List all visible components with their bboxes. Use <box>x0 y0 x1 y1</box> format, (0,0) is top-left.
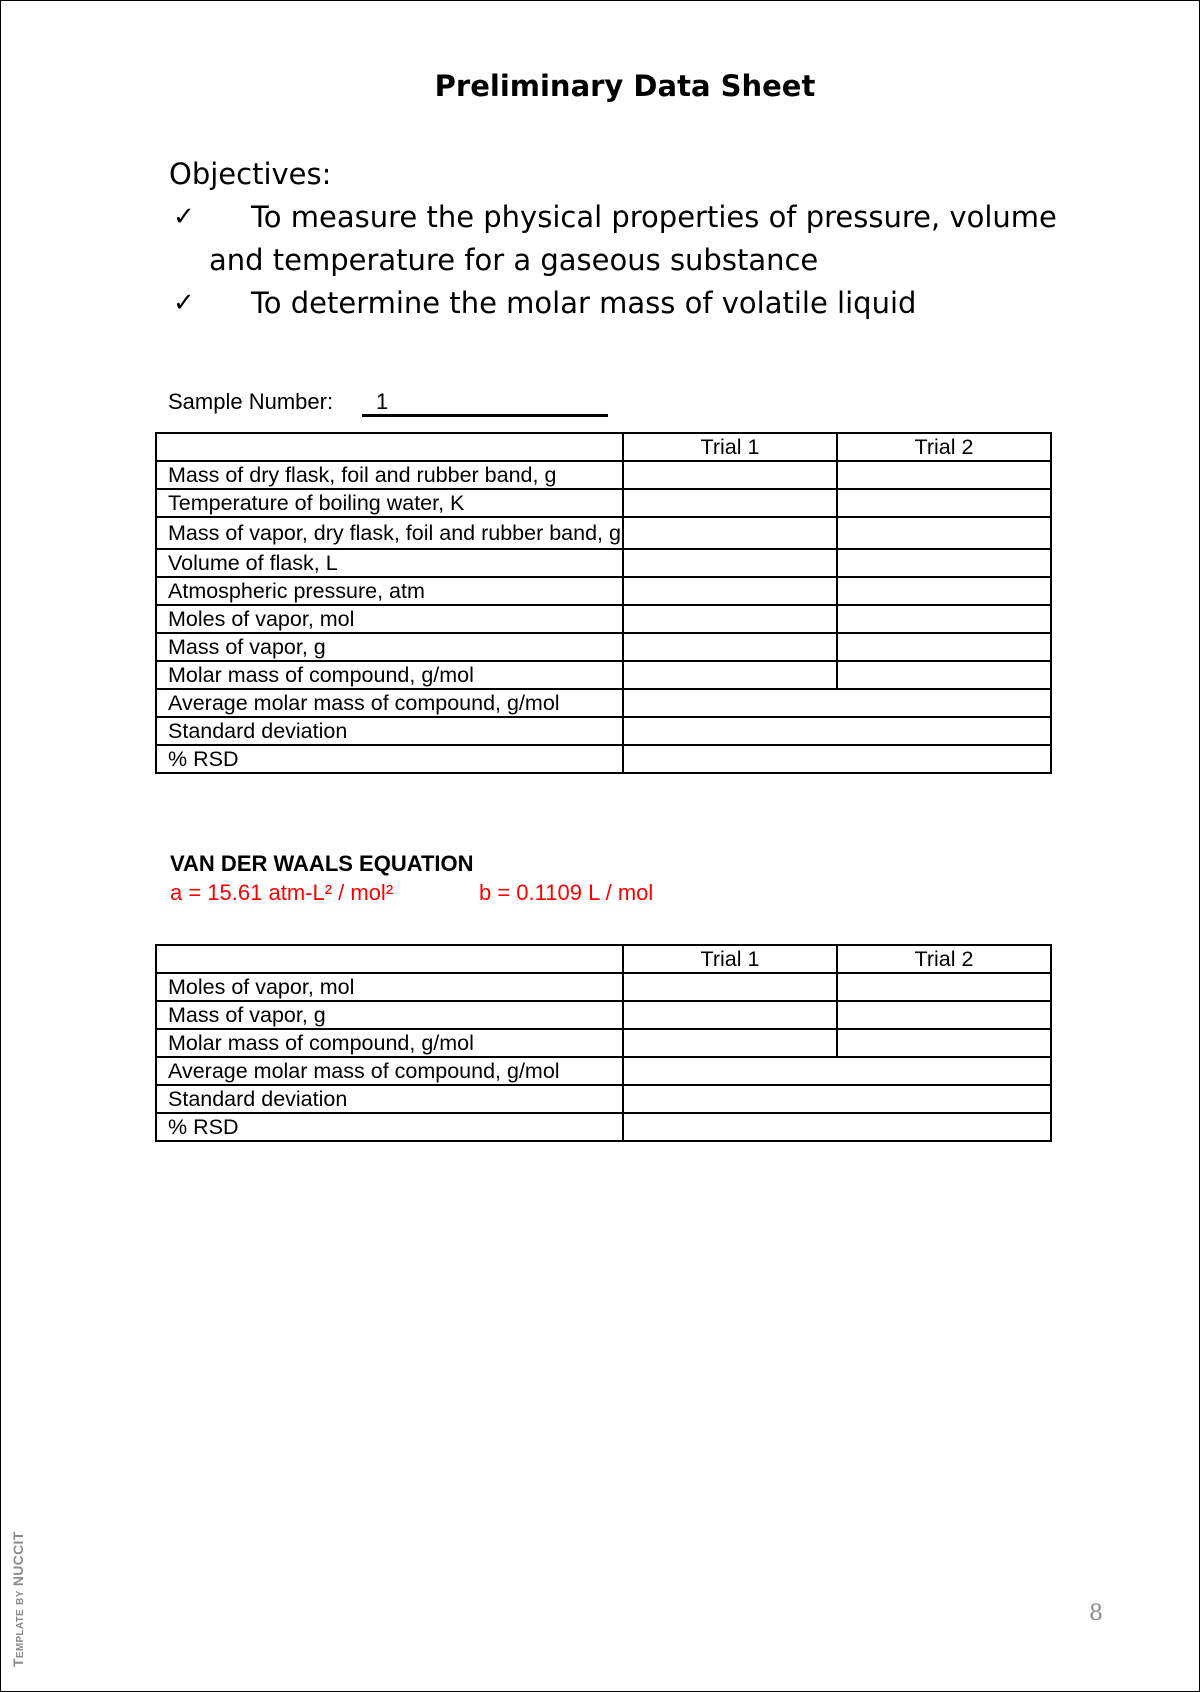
trial-1-cell[interactable] <box>623 517 837 549</box>
row-label: Standard deviation <box>156 717 623 745</box>
table-row <box>156 517 1051 549</box>
objective-item <box>169 282 1099 325</box>
table-row <box>156 461 1051 489</box>
table-row <box>156 1085 1051 1113</box>
row-label: Molar mass of compound, g/mol <box>156 1029 623 1057</box>
row-label: Atmospheric pressure, atm <box>156 577 623 605</box>
table-row <box>156 661 1051 689</box>
header-trial-1: Trial 1 <box>623 433 837 461</box>
row-label: Mass of dry flask, foil and rubber band, g <box>156 461 623 489</box>
table-row <box>156 1057 1051 1085</box>
row-label: % RSD <box>156 745 623 773</box>
trial-2-cell[interactable] <box>837 633 1051 661</box>
trial-1-cell[interactable] <box>623 605 837 633</box>
table-row <box>156 689 1051 717</box>
table-row <box>156 489 1051 517</box>
header-trial-2: Trial 2 <box>837 945 1051 973</box>
trial-1-cell[interactable] <box>623 1029 837 1057</box>
trial-1-cell[interactable] <box>623 549 837 577</box>
row-label: Temperature of boiling water, K <box>156 489 623 517</box>
row-label: Moles of vapor, mol <box>156 605 623 633</box>
table-header-row <box>156 433 1051 461</box>
trial-1-cell[interactable] <box>623 1001 837 1029</box>
table-row <box>156 605 1051 633</box>
sample-number-label: Sample Number: <box>168 389 334 414</box>
table-header-row <box>156 945 1051 973</box>
row-label: Average molar mass of compound, g/mol <box>156 1057 623 1085</box>
trial-1-cell[interactable] <box>623 461 837 489</box>
trial-2-cell[interactable] <box>837 661 1051 689</box>
trial-1-cell[interactable] <box>623 633 837 661</box>
objectives-section <box>169 153 1099 325</box>
merged-value-cell[interactable] <box>623 745 1051 773</box>
row-label: Moles of vapor, mol <box>156 973 623 1001</box>
ideal-gas-data-table <box>155 432 1052 774</box>
trial-1-cell[interactable] <box>623 577 837 605</box>
trial-1-cell[interactable] <box>623 973 837 1001</box>
objective-text-continued: and temperature for a gaseous substance <box>209 243 819 277</box>
trial-2-cell[interactable] <box>837 577 1051 605</box>
row-label: Volume of flask, L <box>156 549 623 577</box>
table-row <box>156 1113 1051 1141</box>
page-title: Preliminary Data Sheet <box>434 69 816 103</box>
table-row <box>156 745 1051 773</box>
row-label: Mass of vapor, g <box>156 633 623 661</box>
template-watermark: Template by NUCCIT <box>10 1531 26 1667</box>
row-label: Mass of vapor, dry flask, foil and rubber band, g <box>156 517 623 549</box>
trial-1-cell[interactable] <box>623 489 837 517</box>
trial-2-cell[interactable] <box>837 461 1051 489</box>
header-cell-blank <box>156 945 623 973</box>
checkmark-icon: ✓ <box>173 288 195 318</box>
merged-value-cell[interactable] <box>623 1113 1051 1141</box>
vdw-constant-a: a = 15.61 atm-L² / mol² <box>170 880 394 905</box>
trial-2-cell[interactable] <box>837 549 1051 577</box>
page-number: 8 <box>1089 1601 1103 1626</box>
checkmark-icon: ✓ <box>173 202 195 232</box>
table-row <box>156 577 1051 605</box>
table-row <box>156 1029 1051 1057</box>
row-label: Mass of vapor, g <box>156 1001 623 1029</box>
merged-value-cell[interactable] <box>623 1085 1051 1113</box>
trial-2-cell[interactable] <box>837 517 1051 549</box>
objective-text: To determine the molar mass of volatile liquid <box>251 286 917 320</box>
trial-2-cell[interactable] <box>837 605 1051 633</box>
row-label: Molar mass of compound, g/mol <box>156 661 623 689</box>
table-row <box>156 1001 1051 1029</box>
trial-2-cell[interactable] <box>837 489 1051 517</box>
trial-1-cell[interactable] <box>623 661 837 689</box>
row-label: Standard deviation <box>156 1085 623 1113</box>
objective-text: To measure the physical properties of pressure, volume <box>251 200 1057 234</box>
objective-item <box>169 196 1099 282</box>
vdw-constant-b: b = 0.1109 L / mol <box>479 880 654 905</box>
table-row <box>156 717 1051 745</box>
header-cell-blank <box>156 433 623 461</box>
header-trial-1: Trial 1 <box>623 945 837 973</box>
sample-number-field[interactable]: 1 <box>362 389 608 417</box>
header-trial-2: Trial 2 <box>837 433 1051 461</box>
row-label: % RSD <box>156 1113 623 1141</box>
table-row <box>156 973 1051 1001</box>
van-der-waals-data-table <box>155 944 1052 1142</box>
trial-2-cell[interactable] <box>837 1001 1051 1029</box>
trial-2-cell[interactable] <box>837 1029 1051 1057</box>
merged-value-cell[interactable] <box>623 1057 1051 1085</box>
merged-value-cell[interactable] <box>623 689 1051 717</box>
row-label: Average molar mass of compound, g/mol <box>156 689 623 717</box>
merged-value-cell[interactable] <box>623 717 1051 745</box>
trial-2-cell[interactable] <box>837 973 1051 1001</box>
table-row <box>156 633 1051 661</box>
vdw-equation-title: VAN DER WAALS EQUATION <box>170 851 474 876</box>
objectives-heading: Objectives: <box>169 157 332 191</box>
table-row <box>156 549 1051 577</box>
